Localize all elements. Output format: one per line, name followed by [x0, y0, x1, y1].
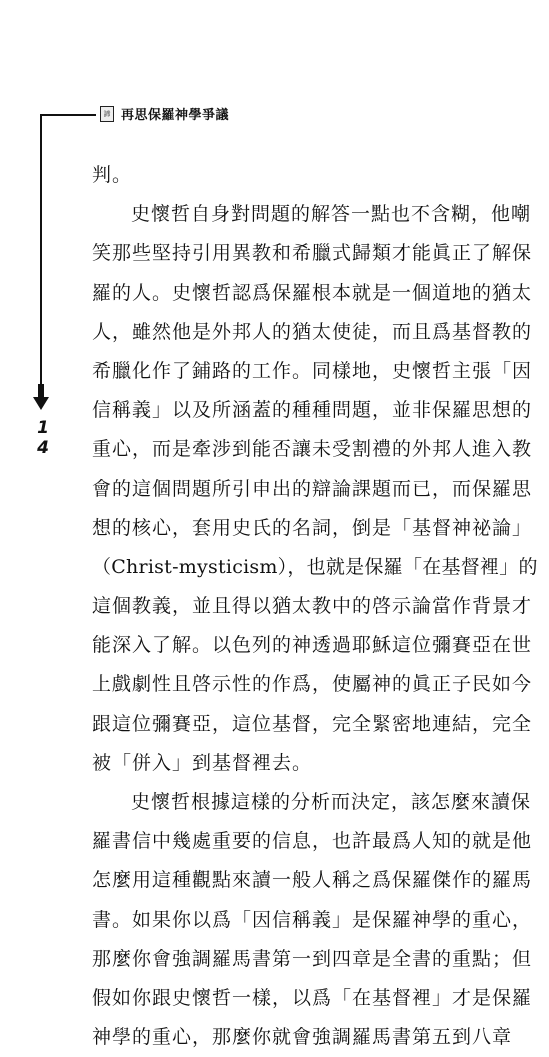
running-header-title: 再思保羅神學爭議 [121, 108, 230, 123]
text-line: 笑那些堅持引用異教和希臘式歸類才能眞正了解保 [92, 242, 533, 265]
text-line: 神學的重心，那麼你就會強調羅馬書第五到八章 [92, 1026, 513, 1049]
paragraph [92, 783, 539, 1057]
body-text [92, 156, 539, 1057]
text-line: 被「併入」到基督裡去。 [92, 751, 313, 774]
text-line: 這個教義，並且得以猶太教中的啓示論當作背景才 [92, 595, 533, 618]
text-line: 怎麼用這種觀點來讀一般人稱之爲保羅傑作的羅馬 [92, 869, 533, 892]
text-line: 信稱義」以及所涵蓋的種種問題，並非保羅思想的 [92, 399, 533, 422]
page-number-digit: 1 [37, 418, 49, 438]
text-line: 那麼你會強調羅馬書第一到四章是全書的重點；但 [92, 947, 533, 970]
text-line: 重心，而是牽涉到能否讓未受割禮的外邦人進入教 [92, 438, 533, 461]
paragraph [92, 195, 539, 783]
text-line: 人，雖然他是外邦人的猶太使徒，而且爲基督教的 [92, 320, 533, 343]
text-line: 會的這個問題所引申出的辯論課題而已，而保羅思 [92, 477, 533, 500]
header-icon: 諦 [100, 106, 114, 122]
page-number-digit: 4 [37, 438, 49, 458]
text-line: 書。如果你以爲「因信稱義」是保羅神學的重心， [92, 908, 533, 931]
text-line: 上戲劇性且啓示性的作爲，使屬神的眞正子民如今 [92, 673, 533, 696]
text-line: 判。 [92, 164, 133, 186]
text-line: 跟這位彌賽亞，這位基督，完全緊密地連結，完全 [92, 712, 533, 735]
text-line: 希臘化作了鋪路的工作。同樣地，史懷哲主張「因 [92, 359, 533, 382]
text-line: （Christ-mysticism），也就是保羅「在基督裡」的 [92, 555, 538, 578]
header-rule [40, 114, 96, 116]
text-line: 能深入了解。以色列的神透過耶穌這位彌賽亞在世 [92, 634, 533, 657]
text-line: 史懷哲自身對問題的解答一點也不含糊，他嘲 [131, 203, 532, 226]
margin-bracket-line [40, 114, 42, 386]
text-line: 羅書信中幾處重要的信息，也許最爲人知的就是他 [92, 830, 533, 853]
text-line: 史懷哲根據這樣的分析而決定，該怎麼來讀保 [131, 791, 532, 813]
page-number [36, 418, 50, 458]
text-line: 假如你跟史懷哲一樣，以爲「在基督裡」才是保羅 [92, 986, 533, 1009]
text-line: 羅的人。史懷哲認爲保羅根本就是一個道地的猶太 [92, 281, 533, 304]
paragraph [92, 156, 539, 195]
down-arrow-icon [33, 384, 49, 410]
text-line: 想的核心，套用史氏的名詞，倒是「基督神祕論」 [92, 516, 533, 539]
